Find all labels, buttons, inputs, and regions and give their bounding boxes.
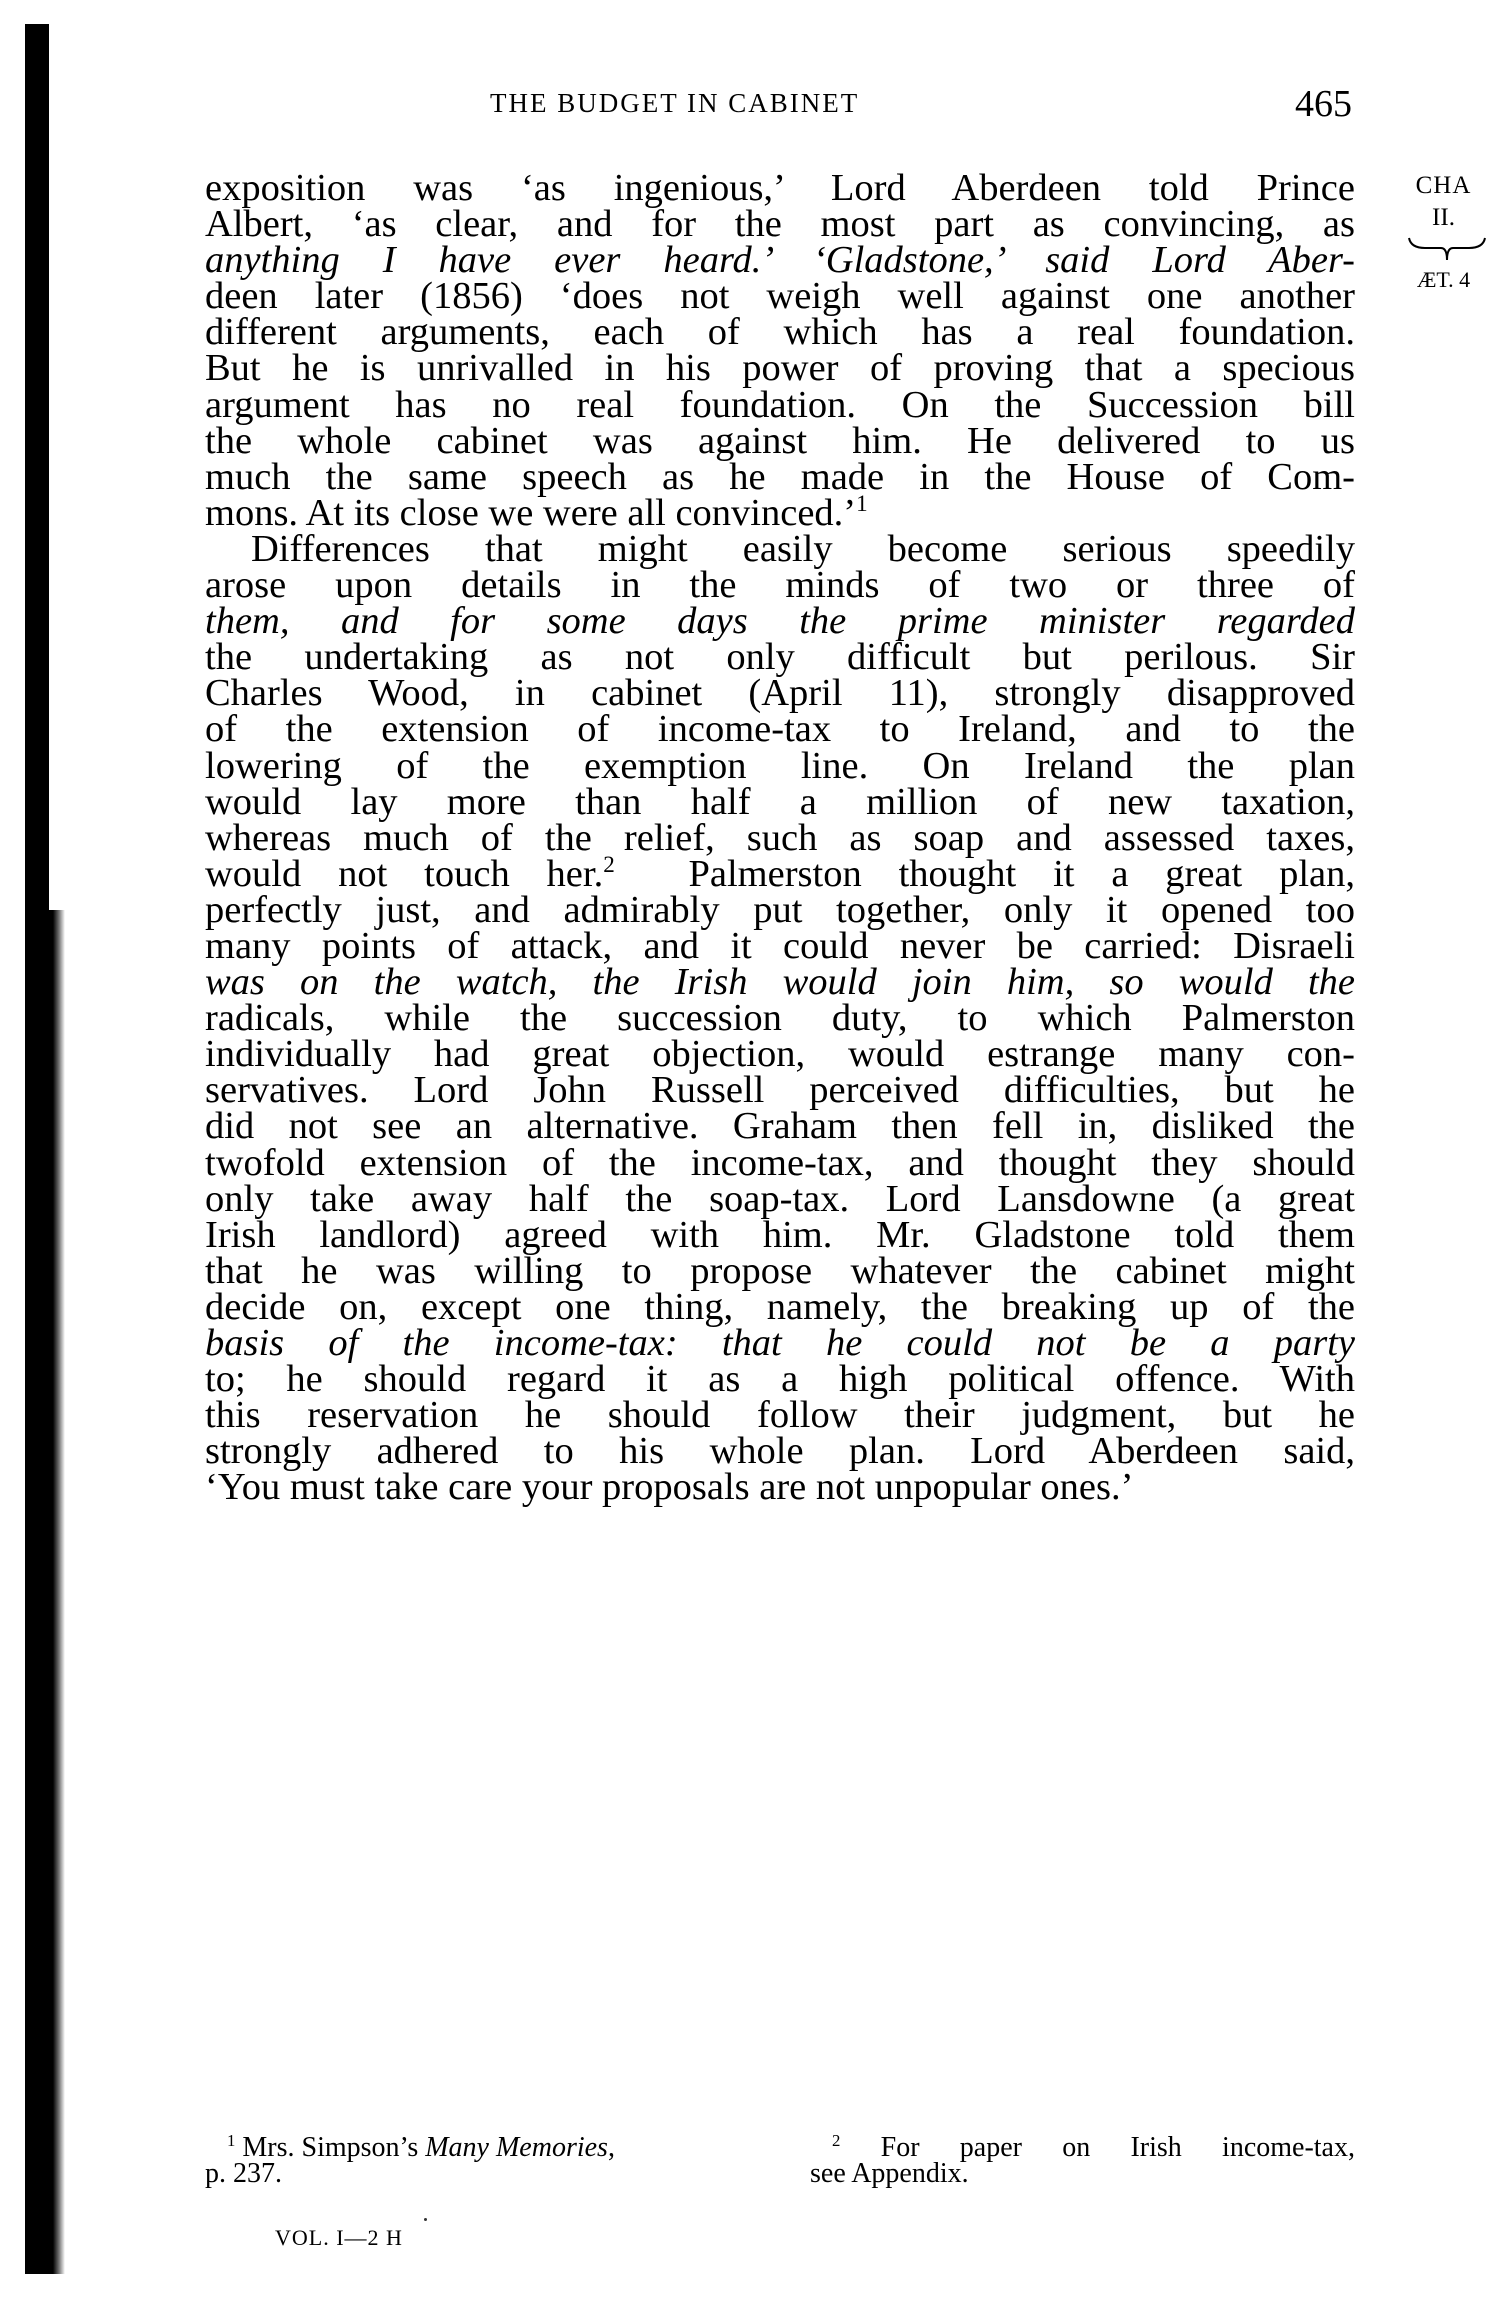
text-line: exposition was ‘as ingenious,’ Lord Aberdeen told Prince: [205, 167, 1355, 209]
text-line: arose upon details in the minds of two or three of: [205, 564, 1355, 607]
text-line: argument has no real foundation. On the Succession bill: [205, 383, 1355, 426]
brace-icon: [1407, 234, 1487, 264]
text-line: much the same speech as he made in the House of Com-: [205, 455, 1355, 498]
margin-chapter-number: II.: [1432, 204, 1455, 231]
text-line: them, and for some days the prime minister regarded: [205, 600, 1355, 643]
text-line: the undertaking as not only difficult but perilous. Sir: [205, 636, 1355, 679]
footnote-2: $^2$ For paper on Irish income-tax, see Appendix.: [810, 2130, 1355, 2189]
footnote-marker: 1: [227, 2130, 236, 2150]
text-line: whereas much of the relief, such as soap and assessed taxes,: [205, 816, 1355, 859]
text-line: Differences that might easily become serious speedily: [251, 527, 1355, 570]
text-line: twofold extension of the income-tax, and thought they should: [205, 1141, 1355, 1184]
text-line: Irish landlord) agreed with him. Mr. Gladstone told them: [205, 1213, 1355, 1256]
text-line: Charles Wood, in cabinet (April 11), strongly disapproved: [205, 672, 1355, 715]
body-text: [205, 167, 1355, 1509]
text-line: different arguments, each of which has a real foundation.: [205, 311, 1355, 354]
text-line: decide on, except one thing, namely, the breaking up of the: [205, 1285, 1355, 1328]
text-line: to; he should regard it as a high political offence. With: [205, 1358, 1355, 1401]
text-line: basis of the income-tax: that he could not be a party: [205, 1322, 1355, 1364]
text-line: individually had great objection, would estrange many con-: [205, 1033, 1355, 1076]
margin-chapter: CHA: [1415, 172, 1472, 199]
text-line: servatives. Lord John Russell perceived difficulties, but he: [205, 1069, 1355, 1112]
footnote-1: $^1$ Mrs. Simpson’s Many Memories, p. 237.: [205, 2135, 765, 2187]
text-line: would not touch her.$^2$ Palmerston thought it a great plan,: [205, 850, 1355, 895]
text-line: radicals, while the succession duty, to which Palmerston: [205, 997, 1355, 1040]
paragraph-2: [205, 527, 1355, 1509]
margin-note: [1395, 170, 1492, 296]
printer-signature: VOL. I—2 H: [275, 2225, 403, 2250]
text-line: mons. At its close we were all convinced.’$^1$: [205, 489, 868, 534]
footnote-ref-1[interactable]: 1: [856, 489, 868, 516]
text-line: Albert, ‘as clear, and for the most part as convincing, as: [205, 203, 1355, 246]
text-line: the whole cabinet was against him. He delivered to us: [205, 419, 1355, 462]
text-line: perfectly just, and admirably put together, only it opened too: [205, 888, 1355, 931]
margin-age: ÆT. 4: [1416, 267, 1471, 292]
footnote-ref-2[interactable]: 2: [603, 850, 615, 877]
text-line: this reservation he should follow their judgment, but he: [205, 1394, 1355, 1437]
running-head: THE BUDGET IN CABINET: [490, 88, 860, 118]
text-line: was on the watch, the Irish would join him, so would the: [205, 961, 1355, 1004]
text-line: strongly adhered to his whole plan. Lord Aberdeen said,: [205, 1430, 1355, 1473]
footnote-marker: 2: [832, 2130, 841, 2150]
text-line: anything I have ever heard.’ ‘Gladstone,’ said Lord Aber-: [205, 239, 1355, 282]
text-line: many points of attack, and it could never be carried: Disraeli: [205, 924, 1355, 967]
binding-shadow: [25, 910, 65, 2274]
page-number: 465: [1295, 83, 1352, 125]
footnote-book-title: Many Memories: [425, 2132, 608, 2163]
text-line: of the extension of income-tax to Ireland, and to the: [205, 708, 1355, 751]
footnote-continuation: p. 237.: [205, 2158, 282, 2189]
text-line: lowering of the exemption line. On Ireland the plan: [205, 744, 1355, 787]
text-line: But he is unrivalled in his power of proving that a specious: [205, 347, 1355, 390]
text-line: would lay more than half a million of new taxation,: [205, 780, 1355, 823]
paragraph-1: [205, 167, 1355, 534]
text-line: did not see an alternative. Graham then fell in, disliked the: [205, 1105, 1355, 1148]
text-line: only take away half the soap-tax. Lord Lansdowne (a great: [205, 1177, 1355, 1220]
text-line: deen later (1856) ‘does not weigh well against one another: [205, 275, 1355, 318]
paper-speck: [424, 2218, 427, 2221]
footnote-continuation: see Appendix.: [810, 2158, 969, 2189]
text-line: ‘You must take care your proposals are not unpopular ones.’: [205, 1466, 1134, 1509]
text-line: that he was willing to propose whatever the cabinet might: [205, 1249, 1355, 1292]
